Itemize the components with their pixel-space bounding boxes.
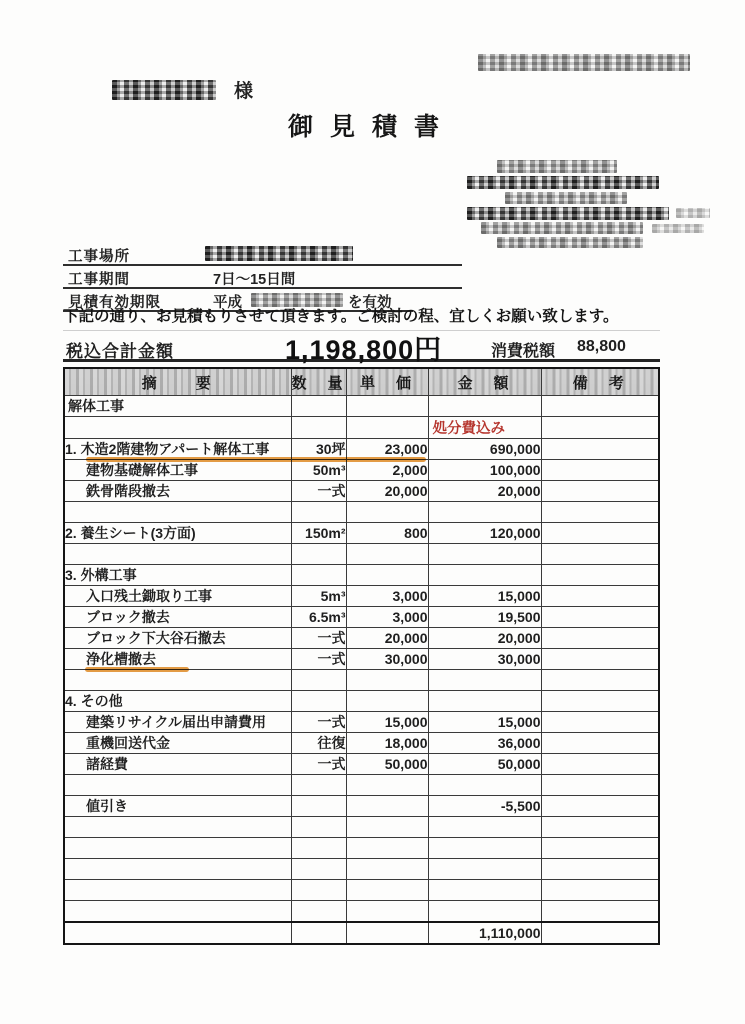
cell-remark xyxy=(541,565,659,586)
cell-desc: 諸経費 xyxy=(64,754,291,775)
cell-unit: 20,000 xyxy=(346,628,428,649)
column-header: 数 量 xyxy=(291,368,346,396)
cell-desc xyxy=(64,880,291,901)
cell-desc xyxy=(64,838,291,859)
info-row-site xyxy=(63,243,462,266)
redacted-text-line xyxy=(497,160,617,173)
redacted-customer-name xyxy=(112,80,216,100)
cell-unit xyxy=(346,796,428,817)
cell-remark xyxy=(541,544,659,565)
redacted-text-line xyxy=(481,222,643,234)
cell-remark xyxy=(541,859,659,880)
cell-desc: 値引き xyxy=(64,796,291,817)
cell-unit xyxy=(346,901,428,923)
cell-qty: 30坪 xyxy=(291,439,346,460)
redacted-document-number xyxy=(478,54,690,71)
cell-desc: ブロック撤去 xyxy=(64,607,291,628)
redacted-text-line xyxy=(497,237,643,248)
cell-qty xyxy=(291,859,346,880)
validity-label: 見積有効期限 xyxy=(68,295,161,311)
cell-remark xyxy=(541,733,659,754)
item-row xyxy=(64,586,659,607)
cell-qty xyxy=(291,880,346,901)
cell-amount xyxy=(428,502,541,523)
item-row xyxy=(64,796,659,817)
total-incl-tax-label: 税込合計金額 xyxy=(66,342,174,361)
construction-info xyxy=(63,243,462,312)
empty-row xyxy=(64,544,659,565)
cell-remark xyxy=(541,712,659,733)
page-title: 御見積書 xyxy=(288,113,457,141)
cell-qty: 一式 xyxy=(291,481,346,502)
cell-remark xyxy=(541,754,659,775)
cell-amount: -5,500 xyxy=(428,796,541,817)
validity-era-prefix: 平成 xyxy=(213,295,242,311)
redacted-text-line xyxy=(652,224,704,233)
cell-remark xyxy=(541,691,659,712)
cell-amount xyxy=(428,817,541,838)
cell-qty xyxy=(291,691,346,712)
cell-qty: 一式 xyxy=(291,628,346,649)
cell-remark xyxy=(541,838,659,859)
cell-unit xyxy=(346,838,428,859)
cell-remark xyxy=(541,460,659,481)
estimate-table xyxy=(63,367,660,945)
cell-qty xyxy=(291,901,346,923)
cell-amount xyxy=(428,670,541,691)
customer-honorific: 様 xyxy=(234,81,254,102)
empty-row xyxy=(64,901,659,923)
cell-desc xyxy=(64,502,291,523)
cell-desc: 浄化槽撤去 xyxy=(64,649,291,670)
cell-qty: 一式 xyxy=(291,649,346,670)
empty-row xyxy=(64,502,659,523)
cell-remark xyxy=(541,670,659,691)
consumption-tax-label: 消費税額 xyxy=(491,343,556,360)
cell-qty xyxy=(291,544,346,565)
item-row xyxy=(64,565,659,586)
cell-qty: 5m³ xyxy=(291,586,346,607)
empty-row xyxy=(64,417,659,439)
cell-unit xyxy=(346,817,428,838)
cell-unit xyxy=(346,922,428,944)
cell-desc xyxy=(64,922,291,944)
info-row-period xyxy=(63,266,462,289)
cell-desc xyxy=(64,859,291,880)
cell-qty: 一式 xyxy=(291,712,346,733)
cell-unit xyxy=(346,417,428,439)
cell-unit xyxy=(346,565,428,586)
item-row xyxy=(64,481,659,502)
cell-amount xyxy=(428,880,541,901)
cell-qty xyxy=(291,838,346,859)
cell-desc xyxy=(64,817,291,838)
empty-row xyxy=(64,859,659,880)
cell-desc: 建物基礎解体工事 xyxy=(64,460,291,481)
item-row xyxy=(64,691,659,712)
cell-qty xyxy=(291,670,346,691)
cell-amount: 1,110,000 xyxy=(428,922,541,944)
cell-desc: 建築リサイクル届出申請費用 xyxy=(64,712,291,733)
redacted-text-line xyxy=(467,176,659,189)
cell-remark xyxy=(541,481,659,502)
cell-unit xyxy=(346,691,428,712)
cell-amount: 処分費込み xyxy=(428,417,541,439)
cell-desc: 解体工事 xyxy=(64,396,291,417)
cell-qty: 150m² xyxy=(291,523,346,544)
cell-desc: 鉄骨階段撤去 xyxy=(64,481,291,502)
cell-desc xyxy=(64,775,291,796)
item-row xyxy=(64,523,659,544)
cell-remark xyxy=(541,817,659,838)
cell-desc xyxy=(64,544,291,565)
cell-desc: 4. その他 xyxy=(64,691,291,712)
cell-amount xyxy=(428,775,541,796)
cell-remark xyxy=(541,649,659,670)
cell-unit: 3,000 xyxy=(346,586,428,607)
cell-amount xyxy=(428,396,541,417)
column-header: 備 考 xyxy=(541,368,659,396)
cell-qty: 往復 xyxy=(291,733,346,754)
cell-remark xyxy=(541,922,659,944)
cell-unit: 3,000 xyxy=(346,607,428,628)
cell-amount xyxy=(428,544,541,565)
cell-unit: 23,000 xyxy=(346,439,428,460)
validity-suffix: を有効 xyxy=(348,295,392,311)
cell-desc: 1. 木造2階建物アパート解体工事 xyxy=(64,439,291,460)
item-row xyxy=(64,460,659,481)
cell-unit xyxy=(346,502,428,523)
greeting-text: 下記の通り、お見積もりさせて頂きます。ご検討の程、宜しくお願い致します。 xyxy=(63,308,619,325)
period-value: 7日～15日間 xyxy=(213,272,296,288)
cell-amount: 36,000 xyxy=(428,733,541,754)
cell-amount: 50,000 xyxy=(428,754,541,775)
cell-desc: ブロック下大谷石撤去 xyxy=(64,628,291,649)
cell-qty xyxy=(291,396,346,417)
total-row xyxy=(64,922,659,944)
cell-desc xyxy=(64,901,291,923)
cell-qty xyxy=(291,775,346,796)
cell-remark xyxy=(541,417,659,439)
cell-qty xyxy=(291,922,346,944)
cell-remark xyxy=(541,439,659,460)
cell-amount: 20,000 xyxy=(428,628,541,649)
period-label: 工事期間 xyxy=(68,272,130,288)
cell-amount: 20,000 xyxy=(428,481,541,502)
cell-qty xyxy=(291,817,346,838)
column-header: 摘 要 xyxy=(64,368,291,396)
cell-remark xyxy=(541,523,659,544)
cell-unit xyxy=(346,859,428,880)
cell-remark xyxy=(541,796,659,817)
cell-remark xyxy=(541,502,659,523)
cell-amount: 15,000 xyxy=(428,586,541,607)
column-header: 単 価 xyxy=(346,368,428,396)
cell-desc xyxy=(64,670,291,691)
cell-unit xyxy=(346,544,428,565)
empty-row xyxy=(64,775,659,796)
empty-row xyxy=(64,817,659,838)
cell-desc xyxy=(64,417,291,439)
cell-unit xyxy=(346,396,428,417)
totals-strip xyxy=(63,330,660,365)
consumption-tax-value: 88,800 xyxy=(577,338,626,355)
cell-qty: 6.5m³ xyxy=(291,607,346,628)
redacted-text-line xyxy=(467,207,669,220)
site-label: 工事場所 xyxy=(68,249,130,265)
column-header: 金 額 xyxy=(428,368,541,396)
item-row xyxy=(64,396,659,417)
cell-unit: 2,000 xyxy=(346,460,428,481)
cell-remark xyxy=(541,775,659,796)
item-row xyxy=(64,733,659,754)
cell-amount: 120,000 xyxy=(428,523,541,544)
cell-qty: 一式 xyxy=(291,754,346,775)
redacted-text-line xyxy=(505,192,627,204)
cell-remark xyxy=(541,628,659,649)
cell-amount: 15,000 xyxy=(428,712,541,733)
cell-unit: 50,000 xyxy=(346,754,428,775)
cell-amount xyxy=(428,901,541,923)
item-row xyxy=(64,649,659,670)
cell-unit: 15,000 xyxy=(346,712,428,733)
cell-unit xyxy=(346,775,428,796)
item-row xyxy=(64,754,659,775)
cell-qty xyxy=(291,417,346,439)
cell-remark xyxy=(541,880,659,901)
empty-row xyxy=(64,880,659,901)
cell-desc: 入口残土鋤取り工事 xyxy=(64,586,291,607)
total-incl-tax-value: 1,198,800円 xyxy=(285,335,443,365)
cell-remark xyxy=(541,586,659,607)
item-row xyxy=(64,439,659,460)
cell-desc: 3. 外構工事 xyxy=(64,565,291,586)
cell-unit: 800 xyxy=(346,523,428,544)
redacted-site-address xyxy=(205,246,353,261)
redacted-text-line xyxy=(676,208,710,218)
cell-amount: 100,000 xyxy=(428,460,541,481)
cell-amount: 19,500 xyxy=(428,607,541,628)
cell-remark xyxy=(541,396,659,417)
cell-amount: 30,000 xyxy=(428,649,541,670)
cell-unit: 30,000 xyxy=(346,649,428,670)
cell-qty: 50m³ xyxy=(291,460,346,481)
cell-qty xyxy=(291,502,346,523)
cell-amount: 690,000 xyxy=(428,439,541,460)
item-row xyxy=(64,628,659,649)
cell-amount xyxy=(428,838,541,859)
cell-remark xyxy=(541,607,659,628)
cell-amount xyxy=(428,859,541,880)
cell-desc: 2. 養生シート(3方面) xyxy=(64,523,291,544)
cell-qty xyxy=(291,796,346,817)
cell-unit xyxy=(346,670,428,691)
cell-qty xyxy=(291,565,346,586)
cell-unit: 18,000 xyxy=(346,733,428,754)
cell-desc: 重機回送代金 xyxy=(64,733,291,754)
cell-unit xyxy=(346,880,428,901)
cell-amount xyxy=(428,691,541,712)
table-header-row xyxy=(64,368,659,396)
cell-amount xyxy=(428,565,541,586)
item-row xyxy=(64,607,659,628)
cell-remark xyxy=(541,901,659,923)
empty-row xyxy=(64,670,659,691)
item-row xyxy=(64,712,659,733)
empty-row xyxy=(64,838,659,859)
cell-unit: 20,000 xyxy=(346,481,428,502)
